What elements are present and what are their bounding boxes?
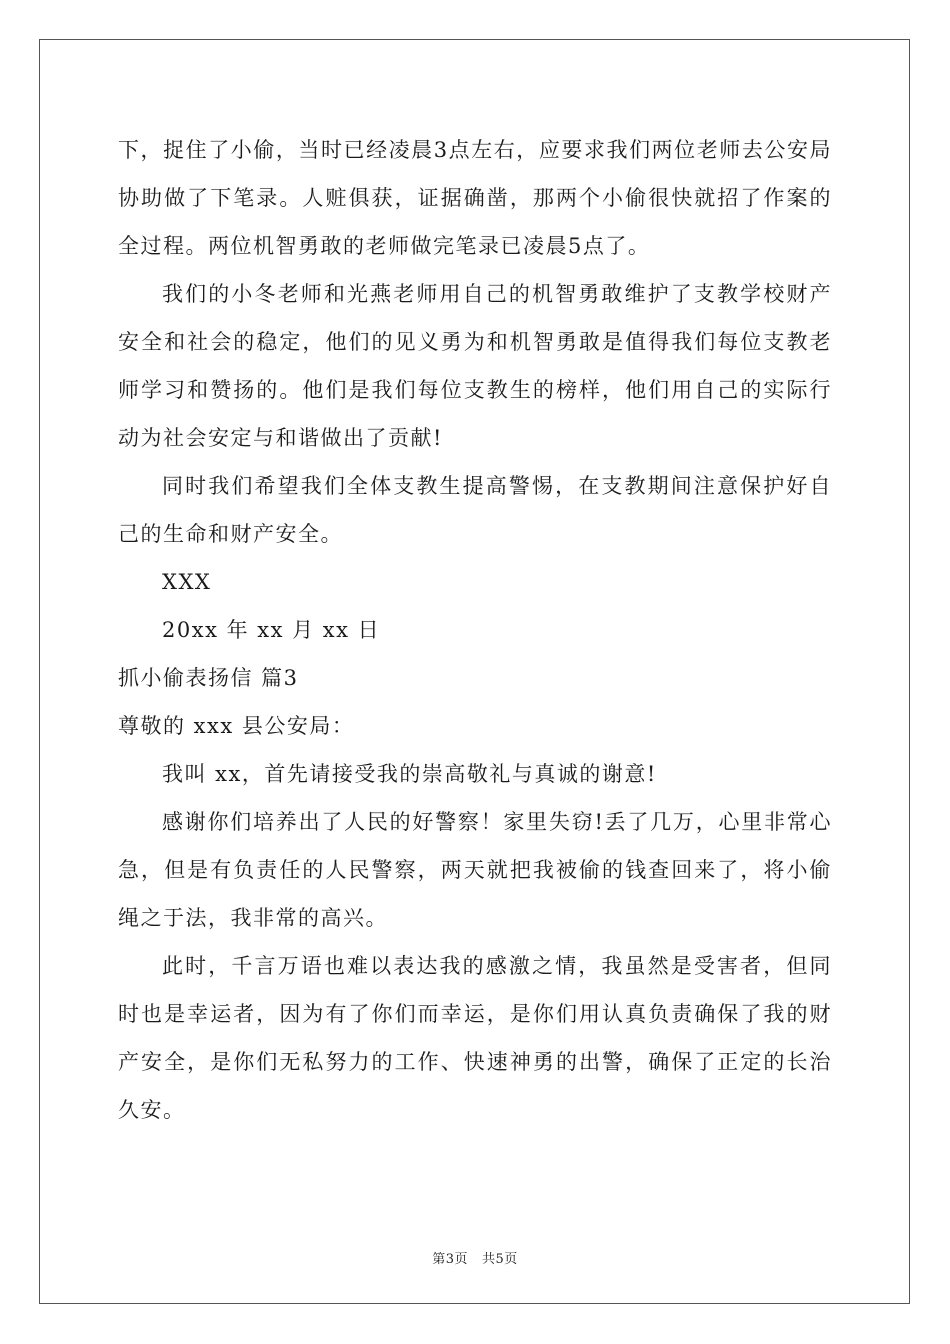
paragraph-6: 此时，千言万语也难以表达我的感激之情，我虽然是受害者，但同时也是幸运者，因为有了你们而幸运，是你们用认真负责确保了我的财产安全，是你们无私努力的工作、快速神勇的出警，确保了正定的长治久安。 [118,954,832,1122]
paragraph-4: 我叫 xx，首先请接受我的崇高敬礼与真诚的谢意! [162,762,657,786]
salutation: 尊敬的 xxx 县公安局： [118,714,355,738]
page-total: 共5页 [482,1252,518,1267]
signature-name: XXX [162,570,212,594]
page-footer [0,1248,950,1267]
document-body [118,126,832,1134]
page-number: 第3页 [432,1252,468,1267]
paragraph-3: 同时我们希望我们全体支教生提高警惕，在支教期间注意保护好自己的生命和财产安全。 [118,474,832,546]
paragraph-5: 感谢你们培养出了人民的好警察！家里失窃!丢了几万，心里非常心急，但是有负责任的人民警察，两天就把我被偷的钱查回来了，将小偷绳之于法，我非常的高兴。 [118,810,832,930]
paragraph-2: 我们的小冬老师和光燕老师用自己的机智勇敢维护了支教学校财产安全和社会的稳定，他们的见义勇为和机智勇敢是值得我们每位支教老师学习和赞扬的。他们是我们每位支教生的榜样，他们用自己的实际行动为社会安定与和谐做出了贡献! [118,282,832,450]
signature-date: 20xx 年 xx 月 xx 日 [162,618,381,642]
paragraph-1: 下，捉住了小偷，当时已经凌晨3点左右，应要求我们两位老师去公安局协助做了下笔录。人赃俱获，证据确凿，那两个小偷很快就招了作案的全过程。两位机智勇敢的老师做完笔录已凌晨5点了。 [118,138,832,258]
section-heading: 抓小偷表扬信 篇3 [118,666,299,690]
